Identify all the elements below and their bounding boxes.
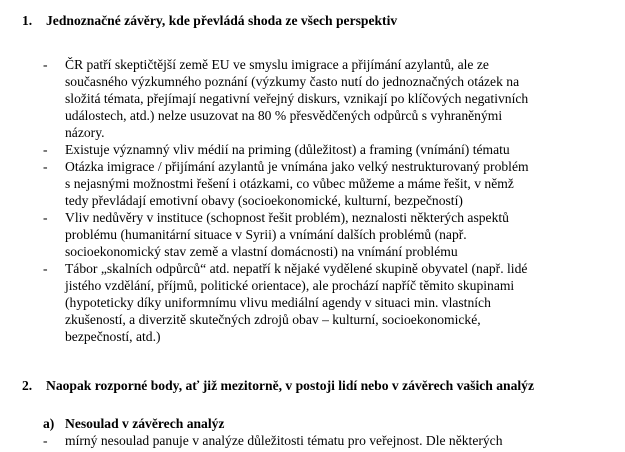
bullet-line: problému (humanitární situace v Syrii) a vnímání dalších problémů (např. [65, 227, 467, 242]
list-item [43, 432, 618, 449]
bullet-line: názory. [65, 125, 105, 140]
bullet-line: ČR patří skeptičtější země EU ve smyslu imigrace a přijímání azylantů, ale ze [65, 57, 489, 72]
section-1-heading [22, 12, 612, 30]
bullet-line: zkušeností, a diverzitě skutečných zdrojů obav – kulturní, socioekonomické, [65, 312, 481, 327]
bullet-dash: - [43, 159, 48, 174]
bullet-line: (hypoteticky díky uniformnímu vlivu mediální agendy v situaci min. vlastních [65, 295, 491, 310]
bullet-line: s nejasnými možnostmi řešení i otázkami, co vůbec můžeme a máme řešit, v němž [65, 176, 514, 191]
list-item [43, 56, 618, 141]
section-1-title: Jednoznačné závěry, kde převládá shoda ze všech perspektiv [46, 13, 398, 28]
list-item [43, 260, 618, 345]
bullet-line: Tábor „skalních odpůrců“ atd. nepatří k nějaké vydělené skupině obyvatel (např. lidé [65, 261, 528, 276]
bullet-dash: - [43, 142, 48, 157]
bullet-line: tedy převládají emotivní obavy (socioekonomické, kulturní, bezpečností) [65, 193, 463, 208]
list-item [43, 141, 618, 158]
section-2-heading [22, 377, 612, 395]
bullet-dash: - [43, 210, 48, 225]
subsection-a-title: Nesoulad v závěrech analýz [65, 416, 225, 431]
bullet-line: mírný nesoulad panuje v analýze důležitosti tématu pro veřejnost. Dle některých [65, 433, 503, 448]
bullet-dash: - [43, 433, 48, 448]
bullet-dash: - [43, 57, 48, 72]
section-2-number: 2. [22, 378, 33, 393]
bullet-line: jistého vzdělání, příjmů, politické orientace), ale prochází napříč těmito skupinami [65, 278, 515, 293]
subsection-a-bullet-list [43, 432, 618, 449]
list-item [43, 158, 618, 209]
list-item [43, 209, 618, 260]
bullet-line: Otázka imigrace / přijímání azylantů je vnímána jako velký nestrukturovaný problém [65, 159, 529, 174]
section-2-title: Naopak rozporné body, ať již mezitorně, v postoji lidí nebo v závěrech vašich analýz [46, 378, 535, 393]
subsection-a-heading [43, 415, 603, 433]
subsection-a-mark: a) [43, 416, 55, 431]
bullet-line: Existuje významný vliv médií na priming (důležitost) a framing (vnímání) tématu [65, 142, 510, 157]
section-1-bullet-list [43, 56, 618, 345]
section-1-number: 1. [22, 13, 33, 28]
bullet-line: současného výzkumného poznání (výzkumy často nutí do jednoznačných otázek na [65, 74, 520, 89]
bullet-line: Vliv nedůvěry v instituce (schopnost řešit problém), neznalosti některých aspektů [65, 210, 509, 225]
bullet-dash: - [43, 261, 48, 276]
bullet-line: událostech, atd.) nelze usuzovat na 80 % přesvědčených odpůrců s vyhraněnými [65, 108, 503, 123]
bullet-line: bezpečností, atd.) [65, 329, 161, 344]
bullet-line: složitá témata, přejímají negativní veřejný diskurs, vznikají po klíčových negativních [65, 91, 529, 106]
bullet-line: socioekonomický stav země a vlastní domácnosti) na vnímání problému [65, 244, 458, 259]
